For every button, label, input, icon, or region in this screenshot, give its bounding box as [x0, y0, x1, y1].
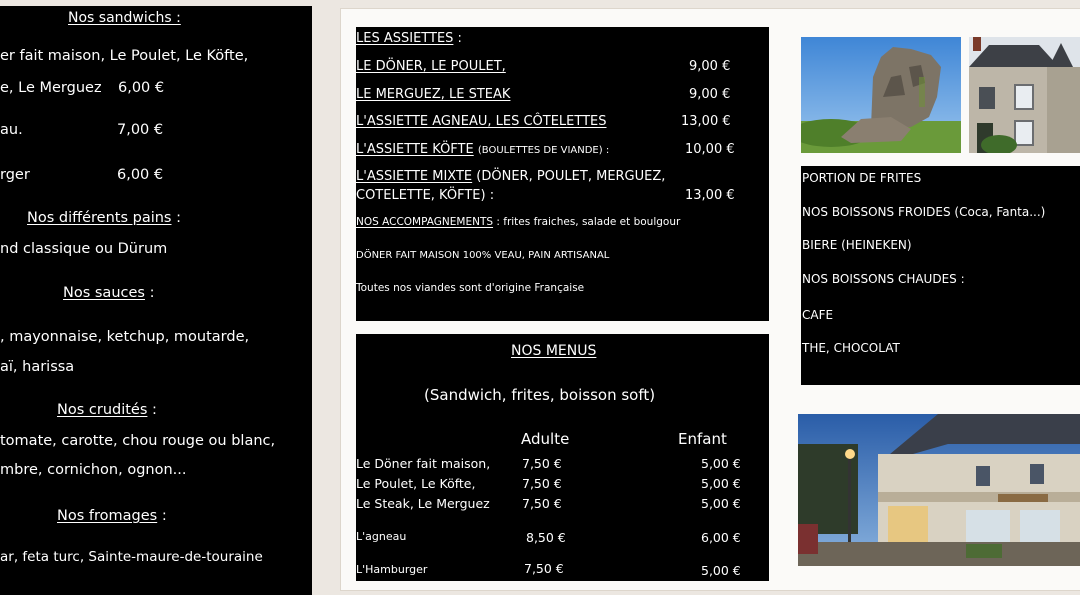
assiette-item-5: L'ASSIETTE MIXTE (DÖNER, POULET, MERGUEZ,: [356, 169, 666, 184]
assiette-price-1: 9,00 €: [689, 59, 731, 74]
drinks-line-hot: NOS BOISSONS CHAUDES :: [802, 272, 965, 286]
menu-row-child-price: 6,00 €: [701, 530, 741, 545]
column-child: Enfant: [678, 430, 727, 448]
assiettes-heading: LES ASSIETTES :: [356, 31, 462, 46]
assiette-price-3: 13,00 €: [681, 114, 731, 129]
pains-heading: Nos différents pains :: [27, 210, 181, 226]
accompagnements: NOS ACCOMPAGNEMENTS : frites fraiches, salade et boulgour: [356, 216, 681, 228]
assiette-item-1: LE DÖNER, LE POULET,: [356, 59, 506, 74]
menu-row-child-price: 5,00 €: [701, 563, 741, 578]
assiette-item-5-line-2: COTELETTE, KÖFTE) :: [356, 188, 495, 203]
menu-row-name: Le Poulet, Le Köfte,: [356, 476, 476, 491]
menu-row-child-price: 5,00 €: [701, 456, 741, 471]
menu-row-adult-price: 7,50 €: [522, 496, 562, 511]
sandwich-price-3: 6,00 €: [117, 167, 164, 183]
menu-row-adult-price: 7,50 €: [522, 476, 562, 491]
menu-row-adult-price: 7,50 €: [524, 561, 564, 576]
menus-board: [356, 334, 769, 581]
sandwich-price-2: 7,00 €: [117, 122, 164, 138]
doner-note: DÖNER FAIT MAISON 100% VEAU, PAIN ARTISANAL: [356, 250, 610, 261]
sandwich-line-1: er fait maison, Le Poulet, Le Köfte,: [0, 48, 249, 64]
sandwich-line-4: rger: [0, 167, 30, 183]
crudites-line-2: mbre, cornichon, ognon...: [0, 462, 187, 478]
manor-house-photo: [969, 37, 1080, 153]
sandwich-line-2: e, Le Merguez: [0, 80, 102, 96]
sauces-line-2: aï, harissa: [0, 359, 75, 375]
menus-heading: NOS MENUS: [511, 343, 597, 359]
menu-row-child-price: 5,00 €: [701, 496, 741, 511]
menu-row-name: Le Döner fait maison,: [356, 456, 491, 471]
assiette-price-2: 9,00 €: [689, 87, 731, 102]
fromages-heading: Nos fromages :: [57, 508, 167, 524]
drinks-line-beer: BIERE (HEINEKEN): [802, 238, 912, 252]
pains-text: nd classique ou Dürum: [0, 241, 168, 257]
origin-note: Toutes nos viandes sont d'origine Française: [356, 282, 585, 294]
column-adult: Adulte: [521, 430, 570, 448]
drinks-line-cold: NOS BOISSONS FROIDES (Coca, Fanta...): [802, 205, 1046, 219]
assiette-item-2: LE MERGUEZ, LE STEAK: [356, 87, 511, 102]
assiette-price-5: 13,00 €: [685, 188, 735, 203]
restaurant-street-photo: [798, 414, 1080, 566]
menu-row-name: Le Steak, Le Merguez: [356, 496, 490, 511]
menu-row-name: L'Hamburger: [356, 563, 428, 576]
menu-row-adult-price: 7,50 €: [522, 456, 562, 471]
drinks-board: [801, 166, 1080, 385]
castle-ruins-photo: [801, 37, 961, 153]
assiette-item-4: L'ASSIETTE KÖFTE (BOULETTES DE VIANDE) :: [356, 142, 610, 157]
menu-row-child-price: 5,00 €: [701, 476, 741, 491]
assiettes-board: [356, 27, 769, 321]
menu-row-adult-price: 8,50 €: [526, 530, 566, 545]
sauces-heading: Nos sauces :: [63, 285, 155, 301]
fromages-text: ar, feta turc, Sainte-maure-de-touraine: [0, 549, 263, 565]
drinks-line-coffee: CAFE: [802, 308, 834, 322]
sandwiches-heading: Nos sandwichs :: [68, 10, 181, 26]
menu-row-name: L'agneau: [356, 530, 407, 543]
menus-subtitle: (Sandwich, frites, boisson soft): [424, 386, 656, 404]
sandwich-line-3: au.: [0, 122, 23, 138]
sauces-line-1: , mayonnaise, ketchup, moutarde,: [0, 329, 250, 345]
drinks-line-fries: PORTION DE FRITES: [802, 171, 922, 185]
crudites-heading: Nos crudités :: [57, 402, 157, 418]
sandwich-price-1: 6,00 €: [118, 80, 165, 96]
left-menu-board: [0, 6, 312, 595]
drinks-line-tea: THE, CHOCOLAT: [802, 341, 900, 355]
assiette-price-4: 10,00 €: [685, 142, 735, 157]
assiette-item-3: L'ASSIETTE AGNEAU, LES CÔTELETTES: [356, 114, 607, 129]
crudites-line-1: tomate, carotte, chou rouge ou blanc,: [0, 433, 276, 449]
